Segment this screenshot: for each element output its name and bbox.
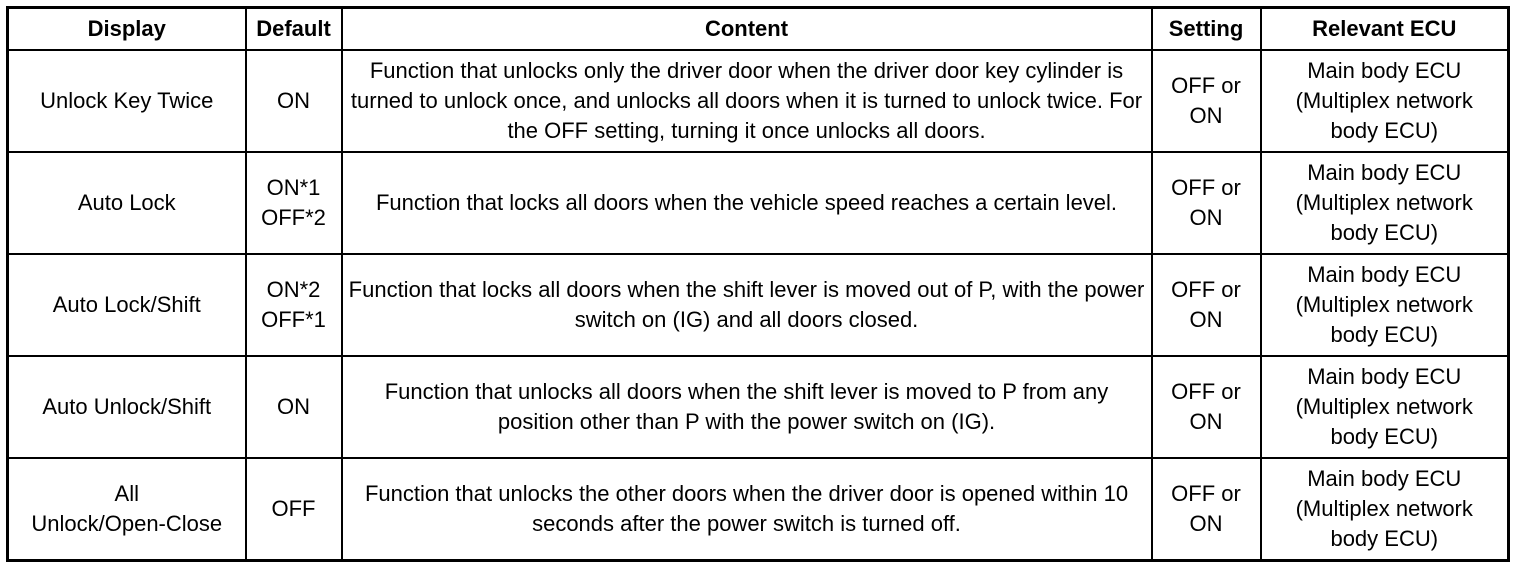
cell-default: ON*2 OFF*1 — [246, 254, 342, 356]
cell-display: All Unlock/Open-Close — [8, 458, 246, 561]
customize-function-table — [6, 6, 1510, 562]
cell-default: ON — [246, 356, 342, 458]
header-default: Default — [246, 8, 342, 51]
header-setting: Setting — [1152, 8, 1261, 51]
table-row — [8, 152, 1509, 254]
cell-relevant-ecu: Main body ECU (Multiplex network body ECU) — [1261, 254, 1509, 356]
table-row — [8, 50, 1509, 152]
cell-relevant-ecu: Main body ECU (Multiplex network body ECU) — [1261, 356, 1509, 458]
cell-default: ON — [246, 50, 342, 152]
table-header-row — [8, 8, 1509, 51]
cell-content: Function that locks all doors when the shift lever is moved out of P, with the power switch on (IG) and all doors closed. — [342, 254, 1152, 356]
header-relevant-ecu: Relevant ECU — [1261, 8, 1509, 51]
table-row — [8, 356, 1509, 458]
cell-default: ON*1 OFF*2 — [246, 152, 342, 254]
cell-content: Function that locks all doors when the vehicle speed reaches a certain level. — [342, 152, 1152, 254]
cell-setting: OFF or ON — [1152, 50, 1261, 152]
cell-content: Function that unlocks all doors when the shift lever is moved to P from any position other than P with the power switch on (IG). — [342, 356, 1152, 458]
cell-relevant-ecu: Main body ECU (Multiplex network body ECU) — [1261, 458, 1509, 561]
header-display: Display — [8, 8, 246, 51]
cell-display: Auto Lock/Shift — [8, 254, 246, 356]
cell-display: Unlock Key Twice — [8, 50, 246, 152]
cell-setting: OFF or ON — [1152, 254, 1261, 356]
cell-display: Auto Unlock/Shift — [8, 356, 246, 458]
table-row — [8, 458, 1509, 561]
cell-content: Function that unlocks the other doors when the driver door is opened within 10 seconds after the power switch is turned off. — [342, 458, 1152, 561]
cell-relevant-ecu: Main body ECU (Multiplex network body ECU) — [1261, 50, 1509, 152]
cell-relevant-ecu: Main body ECU (Multiplex network body ECU) — [1261, 152, 1509, 254]
cell-setting: OFF or ON — [1152, 152, 1261, 254]
cell-default: OFF — [246, 458, 342, 561]
cell-setting: OFF or ON — [1152, 356, 1261, 458]
cell-display: Auto Lock — [8, 152, 246, 254]
table-row — [8, 254, 1509, 356]
cell-content: Function that unlocks only the driver door when the driver door key cylinder is turned to unlock once, and unlocks all doors when it is turned to unlock twice. For the OFF setting, turning it once unlocks all doors. — [342, 50, 1152, 152]
header-content: Content — [342, 8, 1152, 51]
cell-setting: OFF or ON — [1152, 458, 1261, 561]
